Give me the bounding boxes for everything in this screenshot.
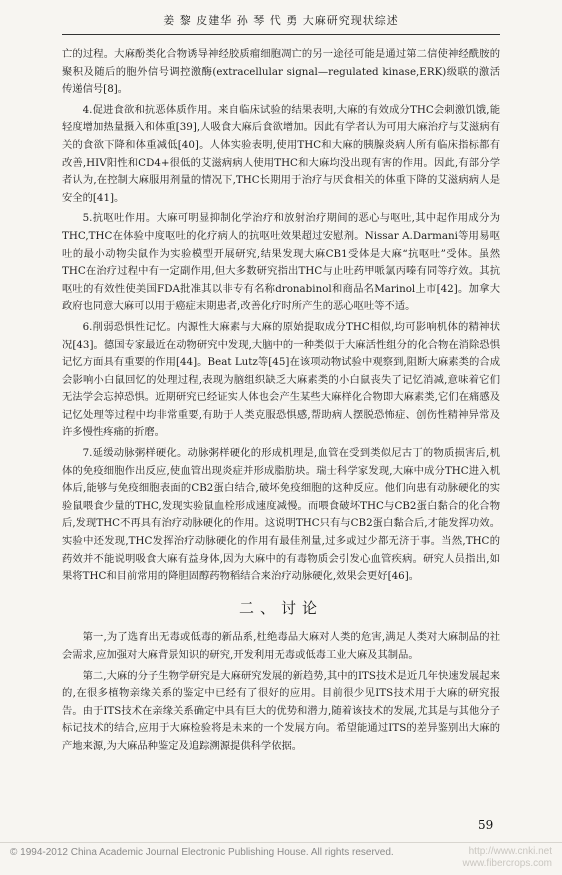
article-body — [62, 46, 500, 759]
watermark-site-fibercrops: www.fibercrops.com — [462, 858, 552, 869]
section-heading-discussion: 二、讨论 — [238, 598, 323, 617]
paragraph-antiemetic: 5.抗呕吐作用。大麻可明显抑制化学治疗和放射治疗期间的恶心与呕吐,其中起作用成分为THC,THC在体验中度呕吐的化疗病人的抗呕吐效果超过安慰剂。Nissar A.Darmani等用易呕吐的最小动物尖鼠作为实验模型开展研究,结果发现大麻CB1受体是大麻“抗呕吐”受体。虽然THC在治疗过程中有一定副作用,但大多数研究指出THC与止吐药甲哌氯丙嗪有同等疗效。其抗呕吐的有效性使美国FDA批准其以非专有名称dronabinol和商品名Marinol上市[42]。加拿大政府也同意大麻可以用于癌症末期患者,改善化疗时所产生的恶心呕吐等不适。 — [62, 212, 500, 313]
paragraph-discussion-first: 第一,为了选育出无毒或低毒的新品系,杜绝毒品大麻对人类的危害,满足人类对大麻制品的社会需求,应加强对大麻背景知识的研究,开发利用无毒或低毒工业大麻及其制品。 — [62, 631, 500, 661]
page-number: 59 — [478, 818, 494, 832]
running-header: 姜 黎 皮建华 孙 琴 代 勇 大麻研究现状综述 — [163, 14, 399, 27]
footer-divider — [0, 842, 562, 843]
watermark — [382, 846, 552, 870]
paragraph-atherosclerosis: 7.延缓动脉粥样硬化。动脉粥样硬化的形成机理是,血管在受到类似尼古丁的物质损害后,机体的免疫细胞作出反应,使血管出现炎症并形成脂肪块。瑞士科学家发现,大麻中成分THC进入机体后,能够与免疫细胞表面的CB2蛋白结合,破坏免疫细胞的这种反应。他们向患有动脉硬化的实验鼠喂食少量的THC,发现实验鼠血栓形成速度减慢。而喂食破坏THC与CB2蛋白黏合的化合物后,发现THC不再具有治疗动脉硬化的作用。这说明THC只有与CB2蛋白黏合后,才能发挥功效。实验中还发现,THC发挥治疗动脉硬化的作用有最佳剂量,过多或过少都无济于事。当然,THC的药效并不能说明吸食大麻有益身体,因为大麻中的有毒物质会引发心血管疾病。研究人员指出,如果将THC和目前常用的降胆固醇药物稻结合来治疗动脉硬化,效果会更好[46]。 — [62, 447, 500, 583]
copyright-footer: © 1994-2012 China Academic Journal Electronic Publishing House. All rights reserved. — [10, 847, 394, 858]
watermark-site-cnki: http://www.cnki.net — [468, 846, 552, 857]
paragraph-appetite: 4.促进食欲和抗恶体质作用。来自临床试验的结果表明,大麻的有效成分THC会刺激饥饿,能轻度增加热量摄入和体重[39],人吸食大麻后食欲增加。因此有学者认为可用大麻治疗与艾滋病有关的食欲下降和体重减低[40]。人体实验表明,使用THC和大麻的胰腺炎病人所有临床指标都有改善,HIV阳性和CD4+很低的艾滋病病人使用THC和大麻均没出现有害的作用。因此,有部分学者认为,在控制大麻服用剂量的情况下,THC长期用于治疗与厌食相关的体重下降的艾滋病病人是安全的[41]。 — [62, 103, 500, 204]
header-divider — [62, 34, 500, 35]
paragraph-apoptosis-cont: 亡的过程。大麻酚类化合物诱导神经胶质瘤细胞凋亡的另一途径可能是通过第二信使神经酰胺的聚积及随后的胞外信号调控激酶(extracellular signal—regulated kinase,ERK)级联的激活传递信号[8]。 — [62, 48, 500, 96]
paragraph-discussion-second: 第二,大麻的分子生物学研究是大麻研究发展的新趋势,其中的ITS技术是近几年快速发展起来的,在很多植物亲缘关系的鉴定中已经有了很好的应用。目前很少见ITS技术用于大麻的研究报告。由于ITS技术在亲缘关系确定中具有巨大的优势和潜力,随着该技术的发展,尤其是与其他分子标记技术的结合,应用于大麻检验将是未来的一个发展方向。希望能通过ITS的差异鉴别出大麻的产地来源,为大麻品种鉴定及追踪溯源提供科学依据。 — [62, 669, 500, 752]
paragraph-fear-memory: 6.削弱恐惧性记忆。内源性大麻素与大麻的原始提取成分THC相似,均可影响机体的精神状况[43]。德国专家最近在动物研究中发现,大脑中的一种类似于大麻活性组分的化合物在消除恐惧记忆方面具有重要的作用[44]。Beat Lutz等[45]在该项动物试验中观察到,阻断大麻素类的合成会影响小白鼠回忆的处理过程,表现为脑组织缺乏大麻素类的小白鼠丧失了记忆消减,意味着它们无法学会忘掉恐惧。近期研究已经证实人体也会产生某些大麻样化合物即大麻素类,它们在痛感及记忆处理等过程中均非常重要,有助于人类克服恐惧感,帮助病人摆脱恐怖症、创伤性精神异常及许多慢性疼痛的折磨。 — [62, 320, 500, 439]
